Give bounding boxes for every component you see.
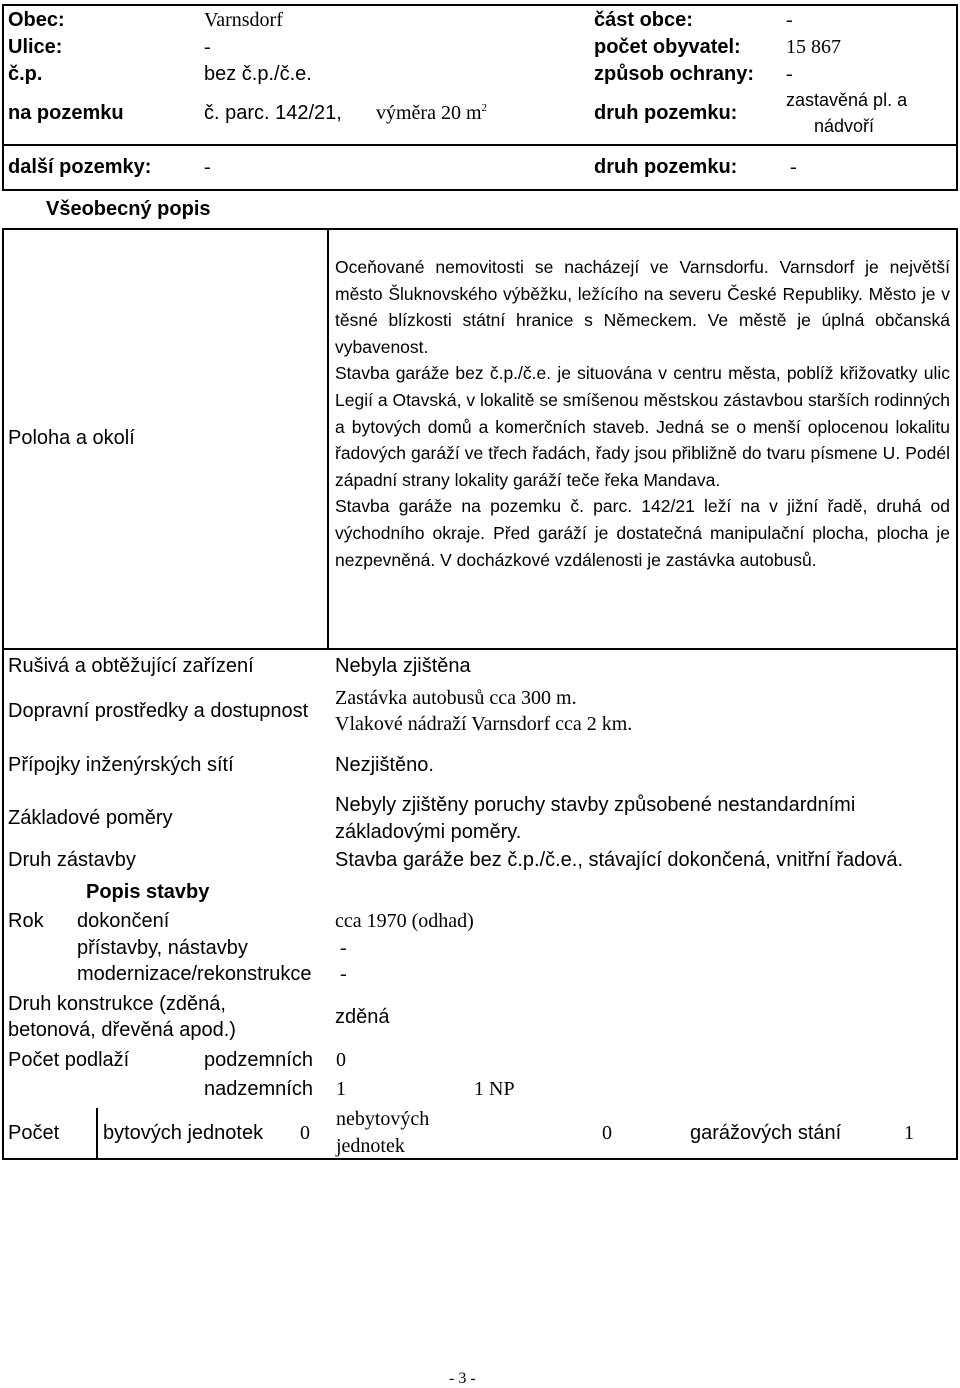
- bytovych-value: 0: [300, 1122, 310, 1144]
- dopravni-value-line1: Zastávka autobusů cca 300 m.: [335, 687, 577, 709]
- section-title: Všeobecný popis: [46, 198, 211, 220]
- podzemnich-label: podzemních: [204, 1049, 313, 1071]
- zakladove-value-line2: základovými poměry.: [335, 821, 522, 843]
- podlazi-label: Počet podlaží: [8, 1049, 130, 1071]
- nebytovych-label-line2: jednotek: [336, 1135, 405, 1157]
- obec-label: Obec:: [8, 9, 65, 31]
- rok-label: Rok: [8, 910, 44, 932]
- pocet-obyvatel-label: počet obyvatel:: [594, 36, 741, 58]
- cp-label: č.p.: [8, 63, 43, 85]
- zakladove-label: Základové poměry: [8, 807, 173, 829]
- nebytovych-label-line1: nebytových: [336, 1108, 430, 1130]
- zakladove-value-line1: Nebyly zjištěny poruchy stavby způsobené nestandardními: [335, 794, 856, 816]
- poloha-paragraph-3: Stavba garáže na pozemku č. parc. 142/21 leží na v jižní řadě, druhá od východního okraje. Před garáží je dostatečná manipulační plocha, plocha je nezpevněná. V docházkové vzdálenosti je zastávka autobusů.: [335, 496, 950, 570]
- pocet-obyvatel-value: 15 867: [786, 36, 841, 58]
- druh-pozemku-value-line1: zastavěná pl. a: [786, 90, 908, 110]
- konstrukce-label-line2: betonová, dřevěná apod.): [8, 1019, 236, 1041]
- poloha-paragraph-2: Stavba garáže bez č.p./č.e. je situována v centru města, poblíž křižovatky ulic Legií a Otavská, v lokalitě se smíšenou městskou zástavbou starších rodinných a bytových domů a komerčních staveb. Jedná se o menší oplocenou lokalitu řadových garáží ve třech řadách, řady jsou přibližně do tvaru písmene U. Podél západní strany lokality garáží teče řeka Mandava.: [335, 363, 950, 490]
- dokonceni-value: cca 1970 (odhad): [335, 910, 474, 932]
- rusiva-label: Rušivá a obtěžující zařízení: [8, 655, 254, 677]
- druh-zastavby-value: Stavba garáže bez č.p./č.e., stávající dokončená, vnitřní řadová.: [335, 849, 904, 871]
- nadzemnich-value: 1: [336, 1078, 346, 1100]
- nebytovych-value: 0: [602, 1122, 612, 1144]
- dopravni-label: Dopravní prostředky a dostupnost: [8, 700, 309, 722]
- druh-pozemku2-label: druh pozemku:: [594, 156, 738, 178]
- page-number: - 3 -: [449, 1370, 476, 1387]
- garazovych-value: 1: [904, 1122, 914, 1144]
- dalsi-pozemky-label: další pozemky:: [8, 156, 152, 178]
- np-value: 1 NP: [474, 1078, 515, 1100]
- nadzemnich-label: nadzemních: [204, 1078, 313, 1100]
- poloha-text: [335, 254, 950, 573]
- poloha-label: Poloha a okolí: [8, 427, 135, 449]
- konstrukce-label-line1: Druh konstrukce (zděná,: [8, 993, 226, 1015]
- dopravni-value-line2: Vlakové nádraží Varnsdorf cca 2 km.: [335, 713, 633, 735]
- na-pozemku-label: na pozemku: [8, 102, 124, 124]
- zpusob-ochrany-value: -: [786, 63, 793, 85]
- modernizace-value: -: [340, 963, 347, 985]
- pripojky-value: Nezjištěno.: [335, 754, 434, 776]
- parcela-value: č. parc. 142/21,: [204, 102, 342, 124]
- modernizace-label: modernizace/rekonstrukce: [77, 963, 312, 985]
- popis-stavby-title: Popis stavby: [86, 881, 210, 903]
- rusiva-value: Nebyla zjištěna: [335, 655, 471, 677]
- druh-pozemku-value-line2: nádvoří: [814, 116, 875, 136]
- obec-value: Varnsdorf: [204, 9, 283, 31]
- dokonceni-label: dokončení: [77, 910, 170, 932]
- pripojky-label: Přípojky inženýrských sítí: [8, 754, 234, 776]
- pristavby-value: -: [340, 937, 347, 959]
- cast-obce-label: část obce:: [594, 9, 693, 31]
- zpusob-ochrany-label: způsob ochrany:: [594, 63, 755, 85]
- cast-obce-value: -: [786, 9, 793, 31]
- pristavby-label: přístavby, nástavby: [77, 937, 248, 959]
- bytovych-label: bytových jednotek: [103, 1122, 264, 1144]
- ulice-value: -: [204, 36, 211, 58]
- konstrukce-value: zděná: [335, 1006, 390, 1028]
- druh-zastavby-label: Druh zástavby: [8, 849, 136, 871]
- pocet-label: Počet: [8, 1122, 60, 1144]
- poloha-paragraph-1: Oceňované nemovitosti se nacházejí ve Varnsdorfu. Varnsdorf je největší město Šluknovského výběžku, ležícího na severu České Republiky. Město je v těsné blízkosti státní hranice s Německem. Ve městě je úplná občanská vybavenost.: [335, 257, 950, 357]
- vymera-value: výměra 20 $m^2$: [376, 102, 488, 124]
- druh-pozemku2-value: -: [790, 156, 797, 178]
- ulice-label: Ulice:: [8, 36, 63, 58]
- cp-value: bez č.p./č.e.: [204, 63, 312, 85]
- dalsi-pozemky-value: -: [204, 156, 211, 178]
- podzemnich-value: 0: [336, 1049, 346, 1071]
- druh-pozemku-label: druh pozemku:: [594, 102, 738, 124]
- garazovych-label: garážových stání: [690, 1122, 842, 1144]
